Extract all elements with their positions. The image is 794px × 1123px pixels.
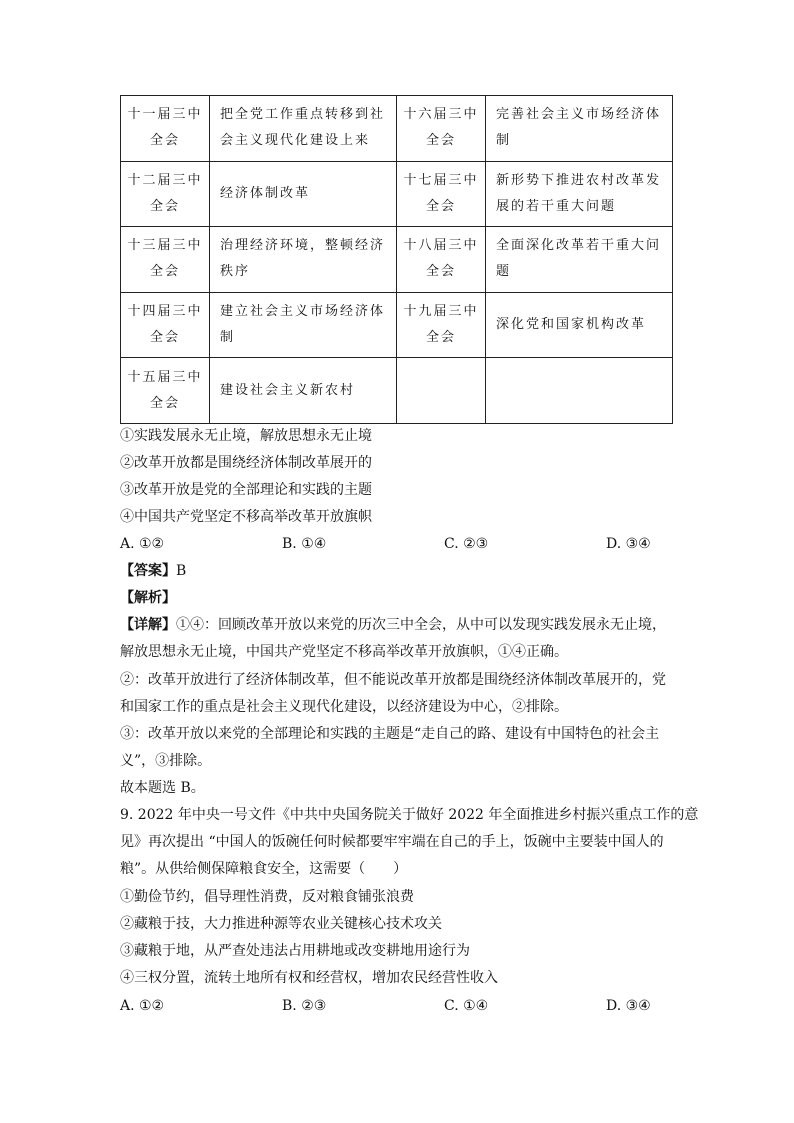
content-cell: 建设社会主义新农村 bbox=[210, 358, 397, 424]
table-row bbox=[121, 161, 673, 227]
session-cell: 十五届三中全会 bbox=[121, 358, 210, 424]
table-row bbox=[121, 96, 673, 162]
detail-line: ②：改革开放进行了经济体制改革，但不能说改革开放都是围绕经济体制改革展开的，党 bbox=[120, 672, 666, 688]
q8-statement: ①实践发展永无止境，解放思想永无止境 bbox=[120, 428, 372, 444]
answer-line bbox=[120, 561, 186, 581]
detail-tag: 【详解】 bbox=[120, 617, 176, 633]
q8-statement: ④中国共产党坚定不移高举改革开放旗帜 bbox=[120, 509, 372, 525]
session-cell: 十四届三中全会 bbox=[121, 292, 210, 358]
content-cell: 经济体制改革 bbox=[210, 161, 397, 227]
q8-statement: ③改革开放是党的全部理论和实践的主题 bbox=[120, 482, 372, 498]
q8-option-a: A. ①② bbox=[120, 536, 165, 552]
q8-option-b: B. ①④ bbox=[282, 536, 327, 552]
q9-stem-line: 9. 2022 年中央一号文件《中共中央国务院关于做好 2022 年全面推进乡村振兴重点工作的意 bbox=[120, 807, 699, 823]
q9-option-a: A. ①② bbox=[120, 998, 165, 1014]
q8-statement: ②改革开放都是围绕经济体制改革展开的 bbox=[120, 455, 372, 471]
session-cell: 十一届三中全会 bbox=[121, 96, 210, 162]
content-cell: 建立社会主义市场经济体制 bbox=[210, 292, 397, 358]
session-cell: 十九届三中全会 bbox=[397, 292, 486, 358]
detail-line: 故本题选 B。 bbox=[120, 780, 205, 796]
content-cell: 完善社会主义市场经济体制 bbox=[486, 96, 673, 162]
q9-option-c: C. ①④ bbox=[444, 998, 489, 1014]
table-row bbox=[121, 227, 673, 293]
q8-option-d: D. ③④ bbox=[606, 536, 651, 552]
q9-statement: ②藏粮于技，大力推进种源等农业关键核心技术攻关 bbox=[120, 916, 442, 932]
q9-stem-line: 粮”。从供给侧保障粮食安全，这需要（ ） bbox=[120, 861, 408, 877]
content-cell: 把全党工作重点转移到社会主义现代化建设上来 bbox=[210, 96, 397, 162]
q8-option-c: C. ②③ bbox=[444, 536, 489, 552]
content-cell: 治理经济环境，整顿经济秩序 bbox=[210, 227, 397, 293]
content-cell bbox=[486, 358, 673, 424]
detail-line: 【详解】①④：回顾改革开放以来党的历次三中全会，从中可以发现实践发展永无止境， bbox=[120, 617, 666, 633]
session-cell: 十二届三中全会 bbox=[121, 161, 210, 227]
table-row bbox=[121, 358, 673, 424]
detail-line: 义”，③排除。 bbox=[120, 753, 212, 769]
q9-statement: ③藏粮于地，从严查处违法占用耕地或改变耕地用途行为 bbox=[120, 943, 470, 959]
q9-option-d: D. ③④ bbox=[606, 998, 651, 1014]
detail-line: ③：改革开放以来党的全部理论和实践的主题是“走自己的路、建设有中国特色的社会主 bbox=[120, 726, 660, 742]
session-cell: 十七届三中全会 bbox=[397, 161, 486, 227]
table-row bbox=[121, 292, 673, 358]
session-cell: 十六届三中全会 bbox=[397, 96, 486, 162]
detail-line: 和国家工作的重点是社会主义现代化建设，以经济建设为中心，②排除。 bbox=[120, 699, 568, 715]
q9-statement: ④三权分置，流转土地所有权和经营权，增加农民经营性收入 bbox=[120, 970, 498, 986]
q9-option-b: B. ②③ bbox=[282, 998, 327, 1014]
session-cell bbox=[397, 358, 486, 424]
session-cell: 十八届三中全会 bbox=[397, 227, 486, 293]
content-cell: 全面深化改革若干重大问题 bbox=[486, 227, 673, 293]
detail-line: 解放思想永无止境，中国共产党坚定不移高举改革开放旗帜，①④正确。 bbox=[120, 644, 568, 660]
plenary-sessions-table bbox=[120, 95, 673, 424]
content-cell: 深化党和国家机构改革 bbox=[486, 292, 673, 358]
analysis-tag: 【解析】 bbox=[120, 590, 176, 606]
q9-stem-line: 见》再次提出 “中国人的饭碗任何时候都要牢牢端在自己的手上，饭碗中主要装中国人的 bbox=[120, 834, 664, 850]
session-cell: 十三届三中全会 bbox=[121, 227, 210, 293]
q9-statement: ①勤俭节约，倡导理性消费，反对粮食铺张浪费 bbox=[120, 889, 414, 905]
answer-tag: 【答案】 bbox=[120, 563, 176, 579]
content-cell: 新形势下推进农村改革发展的若干重大问题 bbox=[486, 161, 673, 227]
answer-value: B bbox=[176, 563, 187, 579]
